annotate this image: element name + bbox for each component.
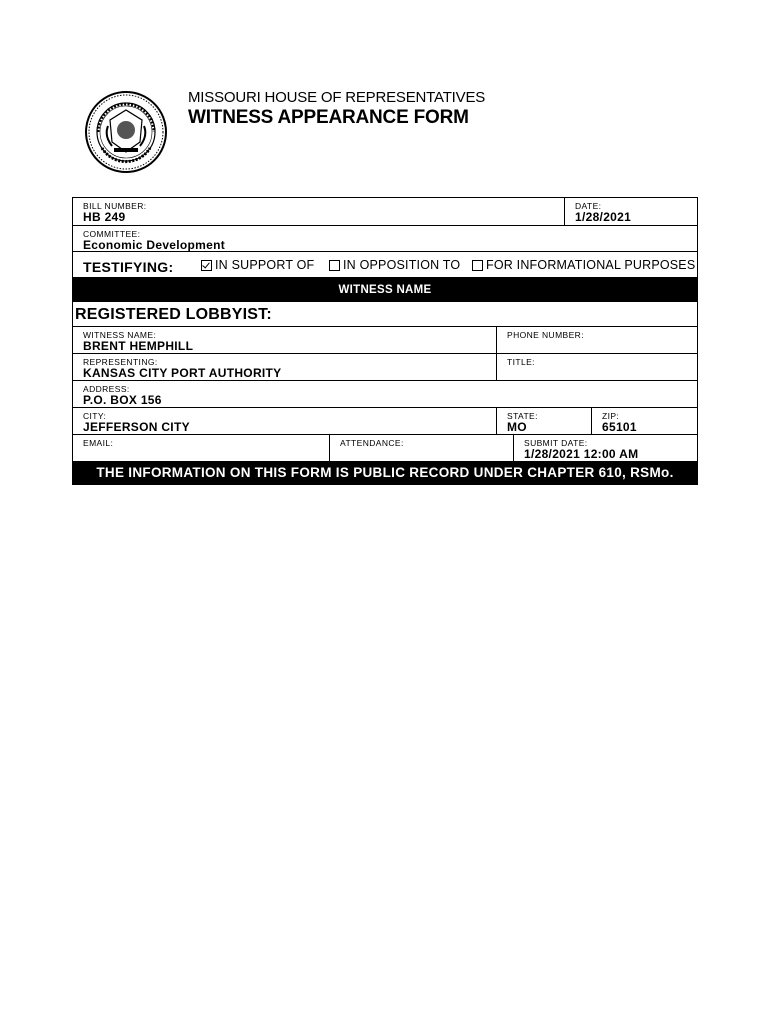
bill-number-label: BILL NUMBER: xyxy=(83,201,147,211)
submit-date-label: SUBMIT DATE: xyxy=(524,438,588,448)
submit-date-field[interactable] xyxy=(513,435,697,461)
title-field[interactable] xyxy=(496,354,697,380)
informational-label: FOR INFORMATIONAL PURPOSES xyxy=(486,258,696,272)
opposition-checkbox[interactable] xyxy=(329,260,340,271)
zip-field[interactable] xyxy=(591,408,697,434)
city-field[interactable] xyxy=(73,408,496,434)
option-in-support[interactable] xyxy=(201,258,314,272)
bill-row xyxy=(73,198,697,226)
representing-row xyxy=(73,354,697,381)
representing-value: KANSAS CITY PORT AUTHORITY xyxy=(83,366,282,380)
support-label: IN SUPPORT OF xyxy=(215,258,315,272)
support-checkbox[interactable] xyxy=(201,260,212,271)
public-record-footer xyxy=(73,462,697,484)
option-in-opposition[interactable] xyxy=(329,258,460,272)
witness-name-band xyxy=(73,278,697,302)
missouri-house-seal-icon xyxy=(84,90,168,174)
informational-checkbox[interactable] xyxy=(472,260,483,271)
zip-value: 65101 xyxy=(602,420,637,434)
address-field[interactable] xyxy=(73,381,697,407)
title-label: TITLE: xyxy=(507,357,535,367)
testifying-label: TESTIFYING: xyxy=(83,259,174,275)
testifying-row xyxy=(73,252,697,278)
public-record-notice: THE INFORMATION ON THIS FORM IS PUBLIC RECORD UNDER CHAPTER 610, RSMo. xyxy=(96,465,674,480)
email-field[interactable] xyxy=(73,435,329,461)
committee-field[interactable] xyxy=(73,226,697,251)
bill-number-value: HB 249 xyxy=(83,210,126,224)
witness-name-field[interactable] xyxy=(73,327,496,353)
witness-name-heading: WITNESS NAME xyxy=(338,284,432,296)
opposition-label: IN OPPOSITION TO xyxy=(343,258,461,272)
address-label: ADDRESS: xyxy=(83,384,130,394)
bill-number-field[interactable] xyxy=(73,198,564,225)
date-label: DATE: xyxy=(575,201,602,211)
attendance-field[interactable] xyxy=(329,435,513,461)
date-value: 1/28/2021 xyxy=(575,210,632,224)
representing-field[interactable] xyxy=(73,354,496,380)
committee-row xyxy=(73,226,697,252)
email-row xyxy=(73,435,697,462)
email-label: EMAIL: xyxy=(83,438,114,448)
form-title: WITNESS APPEARANCE FORM xyxy=(188,107,469,128)
witness-name-row xyxy=(73,327,697,354)
witness-name-label: WITNESS NAME: xyxy=(83,330,157,340)
committee-value: Economic Development xyxy=(83,238,226,252)
witness-form xyxy=(72,197,698,485)
phone-number-label: PHONE NUMBER: xyxy=(507,330,584,340)
committee-label: COMMITTEE: xyxy=(83,229,141,239)
date-field[interactable] xyxy=(564,198,697,225)
city-label: CITY: xyxy=(83,411,107,421)
header-organization: MISSOURI HOUSE OF REPRESENTATIVES xyxy=(188,89,486,106)
city-value: JEFFERSON CITY xyxy=(83,420,190,434)
state-label: STATE: xyxy=(507,411,538,421)
address-value: P.O. BOX 156 xyxy=(83,393,162,407)
state-field[interactable] xyxy=(496,408,591,434)
registered-lobbyist-row xyxy=(73,302,697,327)
attendance-label: ATTENDANCE: xyxy=(340,438,404,448)
submit-date-value: 1/28/2021 12:00 AM xyxy=(524,447,639,461)
option-informational[interactable] xyxy=(472,258,695,272)
zip-label: ZIP: xyxy=(602,411,620,421)
witness-name-value: BRENT HEMPHILL xyxy=(83,339,194,353)
phone-number-field[interactable] xyxy=(496,327,697,353)
state-value: MO xyxy=(507,420,527,434)
representing-label: REPRESENTING: xyxy=(83,357,158,367)
address-row xyxy=(73,381,697,408)
registered-lobbyist-heading: REGISTERED LOBBYIST: xyxy=(75,306,272,323)
city-row xyxy=(73,408,697,435)
